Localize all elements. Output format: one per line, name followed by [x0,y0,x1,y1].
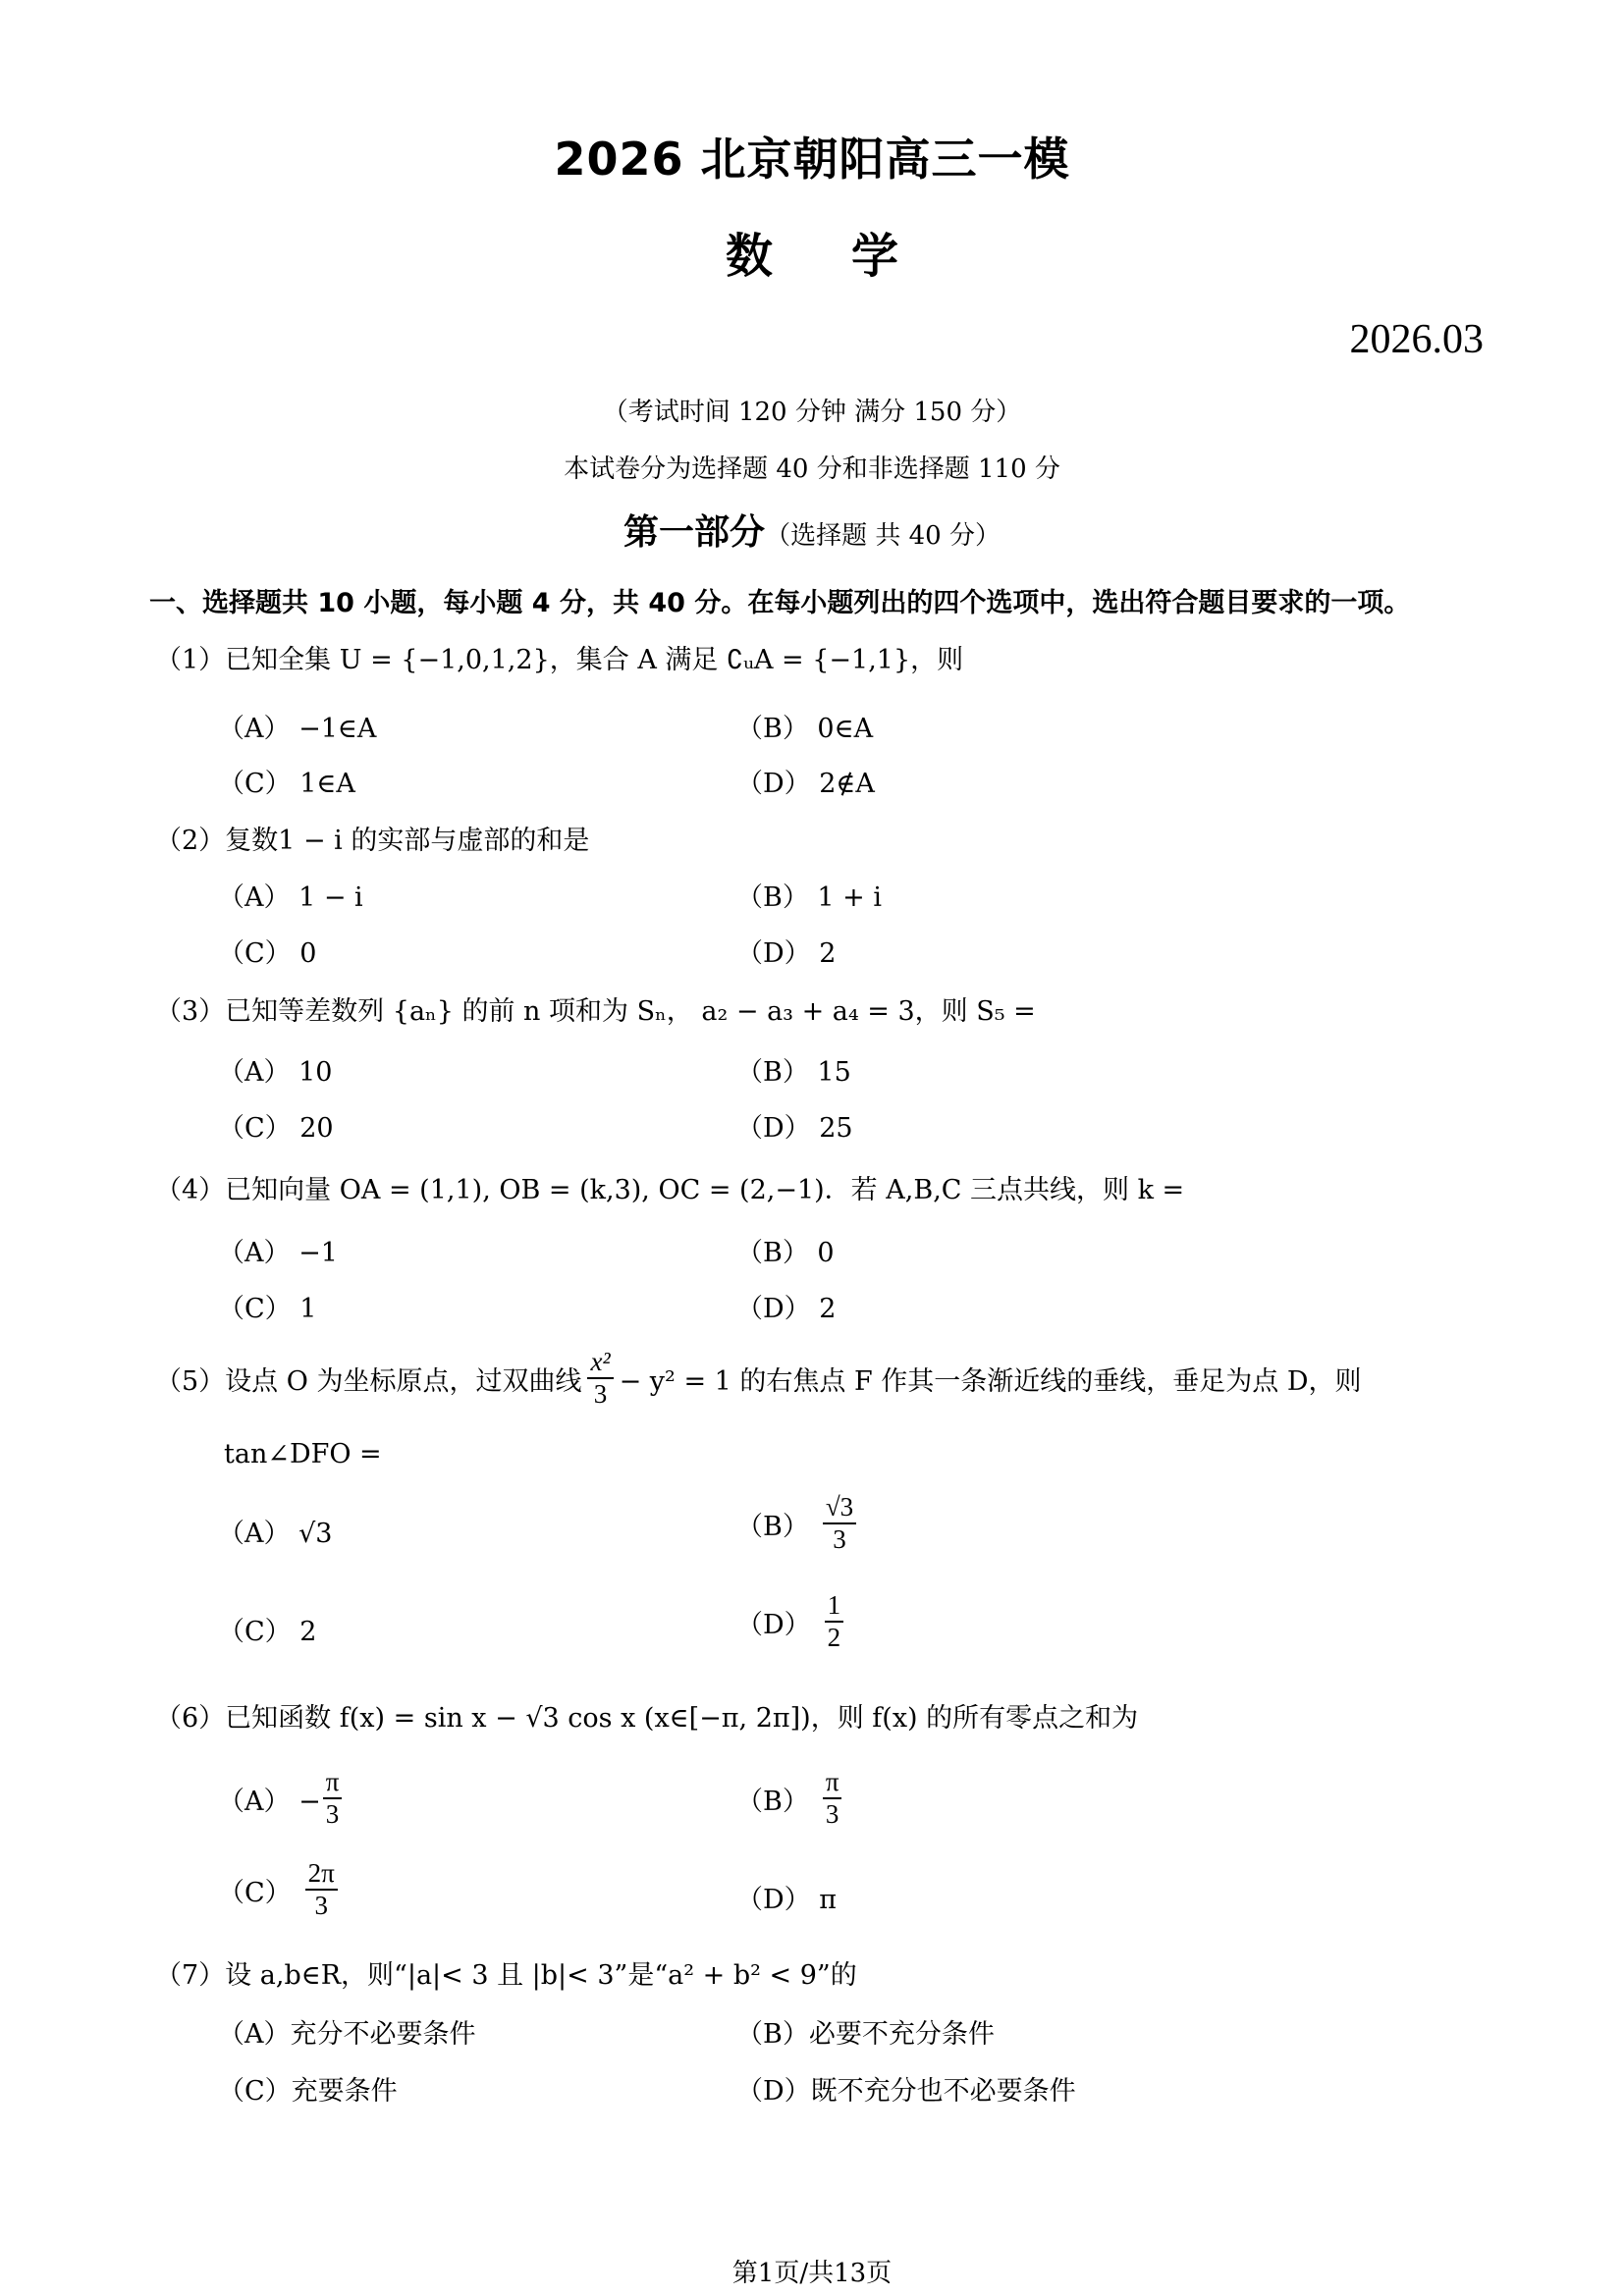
fraction-denominator: 2 [827,1623,841,1653]
question-6-option-d: （D） π [736,1885,837,1915]
fraction-denominator: 3 [833,1524,846,1555]
question-7-stem: （7）设 a,b∈R，则“|a|< 3 且 |b|< 3”是“a² + b² < 9”的 [155,1960,857,1991]
part-heading [0,505,1624,555]
question-4-option-a: （A） −1 [218,1238,338,1268]
question-2-option-c: （C） 0 [218,938,317,969]
question-3-option-a: （A） 10 [218,1057,333,1088]
option-fraction [305,1858,338,1921]
part-title: 第一部分 [623,512,766,553]
option-label: （B） [736,1786,809,1817]
question-6-option-b [736,1767,841,1830]
question-5-stem-post: − y² = 1 的右焦点 F 作其一条渐近线的垂线，垂足为点 D，则 [619,1365,1362,1397]
question-4-option-d: （D） 2 [736,1294,837,1324]
question-3-option-d: （D） 25 [736,1113,853,1144]
question-5-option-c: （C） 2 [218,1617,317,1647]
question-2-stem: （2）复数1 − i 的实部与虚部的和是 [155,826,590,856]
fraction-denominator: 3 [314,1891,328,1921]
part-note: （选择题 共 40 分） [765,521,1001,551]
fraction-numerator: x² [587,1347,613,1379]
option-label: （B） [736,1511,809,1542]
question-1-option-a: （A） −1∈A [218,714,377,744]
question-7-option-d: （D）既不充分也不必要条件 [736,2076,1076,2107]
fraction-numerator: π [323,1767,343,1799]
question-2-option-d: （D） 2 [736,938,837,969]
fraction-numerator: π [823,1767,842,1799]
fraction-numerator: √3 [823,1492,856,1524]
hyperbola-fraction [587,1347,613,1410]
question-4-stem: （4）已知向量 OA = (1,1), OB = (k,3), OC = (2,−1)．若 A,B,C 三点共线，则 k = [155,1175,1185,1205]
question-5-option-d [736,1590,843,1653]
question-6-option-c [218,1858,338,1921]
question-6-stem: （6）已知函数 f(x) = sin x − √3 cos x (x∈[−π, 2π])，则 f(x) 的所有零点之和为 [155,1703,1139,1734]
option-label: （C） [218,1877,292,1908]
score-info: 本试卷分为选择题 40 分和非选择题 110 分 [564,454,1060,484]
question-1-option-c: （C） 1∈A [218,769,355,799]
question-7-option-a: （A）充分不必要条件 [218,2019,476,2050]
question-3-option-b: （B） 15 [736,1057,851,1088]
question-3-option-c: （C） 20 [218,1113,334,1144]
section-instructions: 一、选择题共 10 小题，每小题 4 分，共 40 分。在每小题列出的四个选项中，选出符合题目要求的一项。 [149,588,1411,618]
question-1-option-d: （D） 2∉A [736,769,875,799]
question-4-option-b: （B） 0 [736,1238,835,1268]
fraction-numerator: 1 [825,1590,844,1623]
page-number: 第1页/共13页 [731,2259,893,2288]
question-1-option-b: （B） 0∈A [736,714,874,744]
question-5-stem-line2: tan∠DFO = [224,1439,382,1469]
question-2-option-a: （A） 1 − i [218,882,363,913]
question-5-stem [155,1347,1490,1410]
exam-time-info: （考试时间 120 分钟 满分 150 分） [602,398,1022,427]
subject-title: 数学 [725,229,977,284]
option-fraction [823,1492,856,1555]
exam-title: 2026 北京朝阳高三一模 [554,133,1070,186]
option-fraction [323,1767,343,1830]
question-5-option-a: （A） √3 [218,1519,333,1549]
fraction-denominator: 3 [825,1799,839,1830]
question-5-stem-pre: （5）设点 O 为坐标原点，过双曲线 [155,1365,582,1397]
fraction-denominator: 3 [325,1799,340,1830]
fraction-numerator: 2π [305,1858,338,1891]
exam-date: 2026.03 [1349,317,1484,362]
option-fraction [825,1590,844,1653]
question-1-stem: （1）已知全集 U = {−1,0,1,2}，集合 A 满足 ∁ᵤA = {−1,1}，则 [155,645,964,675]
question-3-stem: （3）已知等差数列 {aₙ} 的前 n 项和为 Sₙ， a₂ − a₃ + a₄ = 3，则 S₅ = [155,996,1036,1027]
question-7-option-c: （C）充要条件 [218,2076,398,2107]
question-7-option-b: （B）必要不充分条件 [736,2019,995,2050]
question-4-option-c: （C） 1 [218,1294,317,1324]
question-6-option-a [218,1767,342,1830]
option-label: （A） − [218,1786,321,1817]
fraction-denominator: 3 [593,1379,608,1410]
question-2-option-b: （B） 1 + i [736,882,883,913]
question-5-option-b [736,1492,856,1555]
option-label: （D） [736,1609,811,1640]
option-fraction [823,1767,842,1830]
